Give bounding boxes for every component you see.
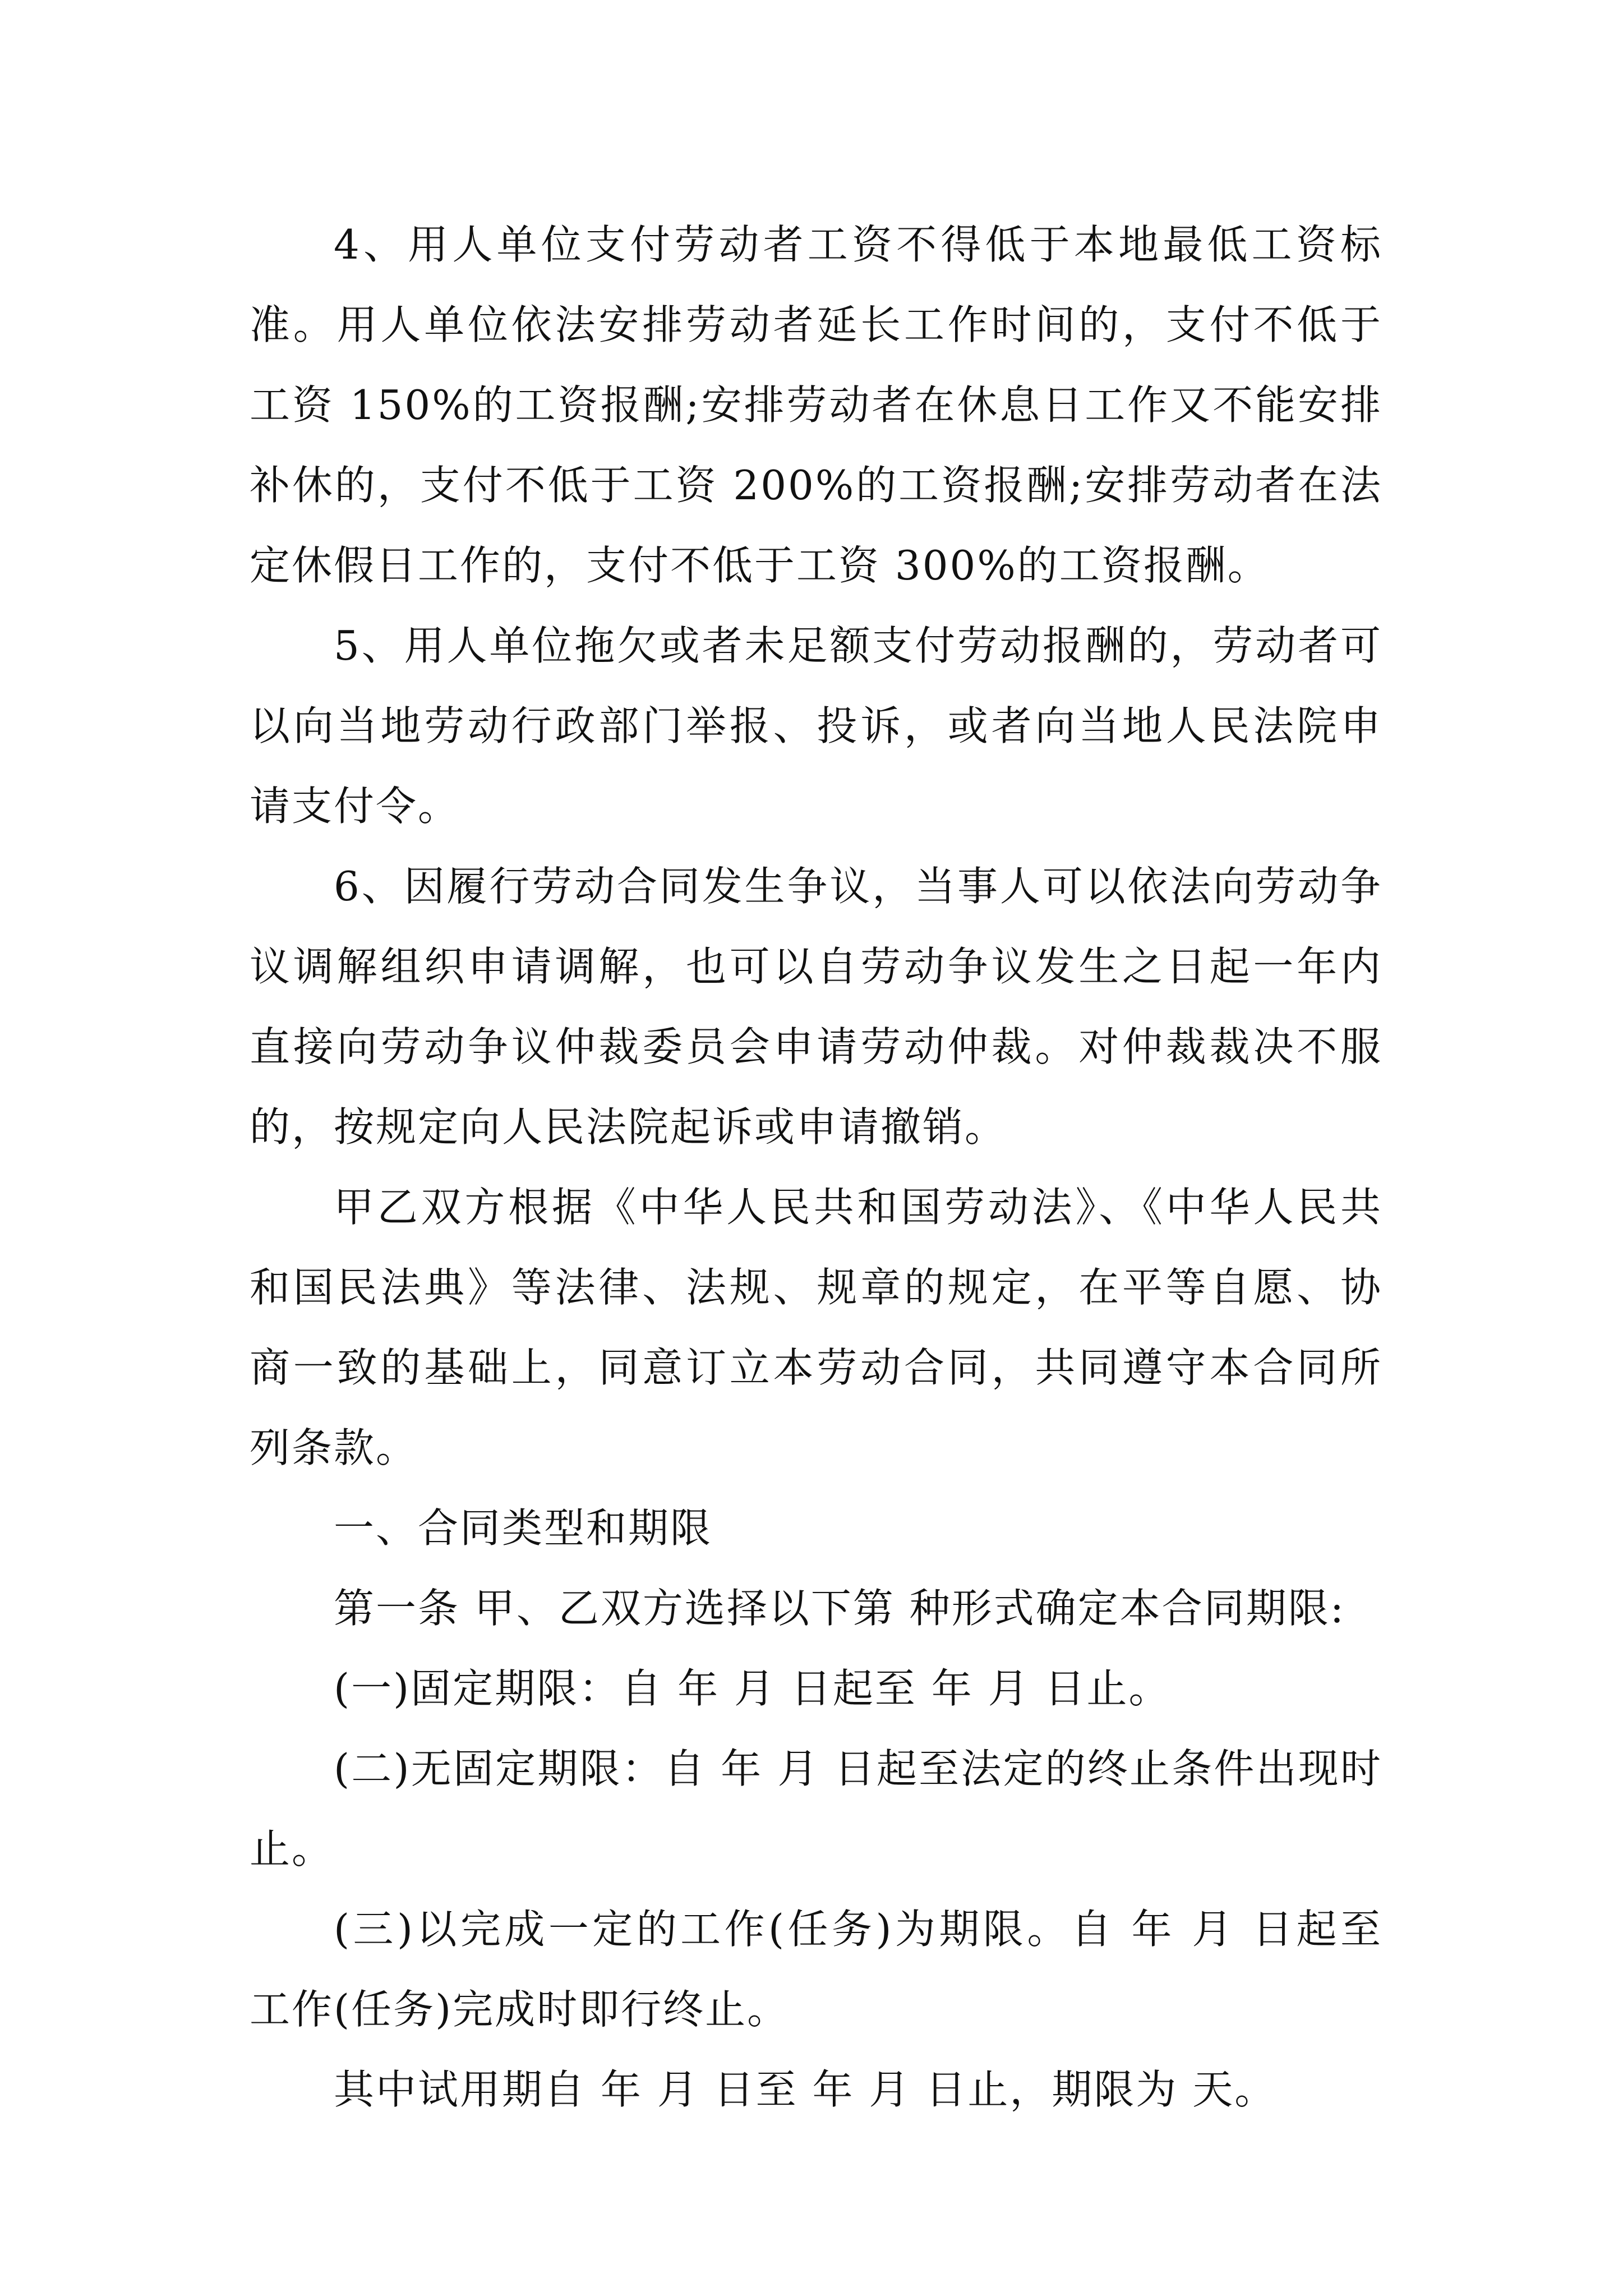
paragraph-unpaid-wages: 5、用人单位拖欠或者未足额支付劳动报酬的，劳动者可以向当地劳动行政部门举报、投诉，或者向当地人民法院申请支付令。 — [250, 622, 1382, 830]
paragraph-dispute-resolution: 6、因履行劳动合同发生争议，当事人可以依法向劳动争议调解组织申请调解，也可以自劳动争议发生之日起一年内直接向劳动争议仲裁委员会申请劳动仲裁。对仲裁裁决不服的，按规定向人民法院起诉或申请撤销。 — [250, 863, 1382, 1151]
probation-period: 其中试用期自 年 月 日至 年 月 日止，期限为 天。 — [334, 2066, 1277, 2113]
section-heading-contract-type: 一、合同类型和期限 — [334, 1504, 713, 1552]
document-body — [250, 205, 1397, 2130]
paragraph-contract-basis: 甲乙双方根据《中华人民共和国劳动法》、《中华人民共和国民法典》等法律、法规、规章的规定，在平等自愿、协商一致的基础上，同意订立本劳动合同，共同遵守本合同所列条款。 — [250, 1184, 1382, 1471]
article-one: 第一条 甲、乙双方选择以下第 种形式确定本合同期限: — [334, 1585, 1346, 1632]
option-task-based-term: (三)以完成一定的工作(任务)为期限。自 年 月 日起至 工作(任务)完成时即行终止。 — [250, 1906, 1397, 2033]
option-open-ended-term: (二)无固定期限：自 年 月 日起至法定的终止条件出现时止。 — [250, 1745, 1382, 1872]
paragraph-wage-standard: 4、用人单位支付劳动者工资不得低于本地最低工资标准。用人单位依法安排劳动者延长工作时间的，支付不低于工资 150%的工资报酬;安排劳动者在休息日工作又不能安排补休的，支付不低于工资 200%的工资报酬;安排劳动者在法定休假日工作的，支付不低于工资 300%的工资报酬。 — [250, 221, 1382, 589]
option-fixed-term: (一)固定期限：自 年 月 日起至 年 月 日止。 — [334, 1665, 1171, 1712]
